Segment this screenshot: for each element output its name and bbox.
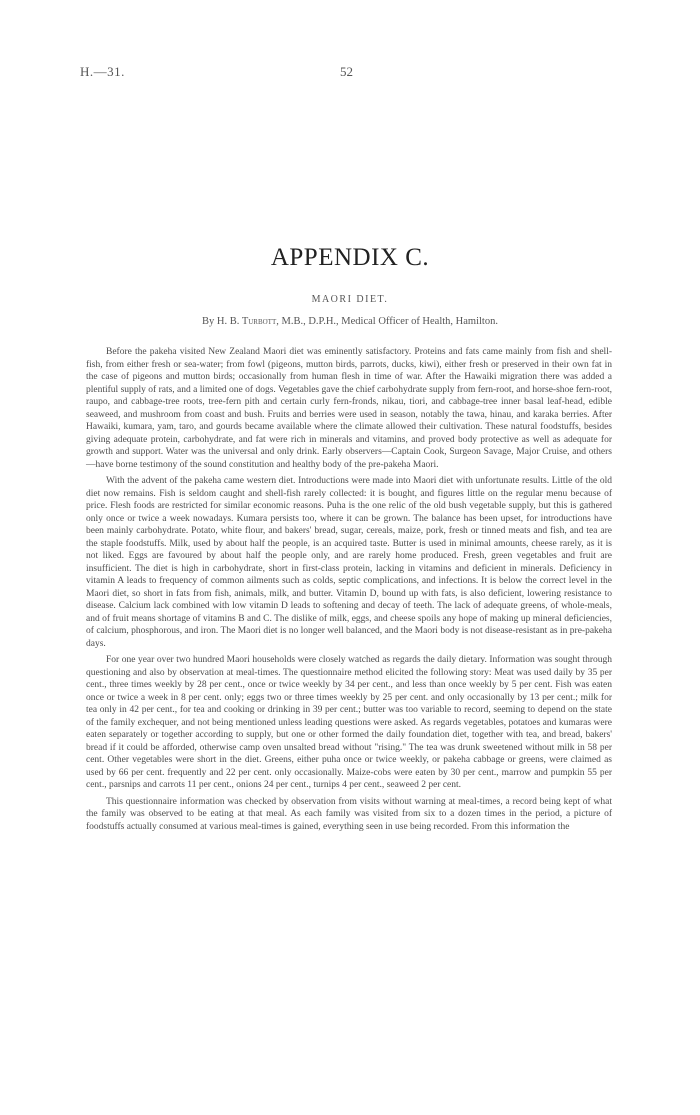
paragraph-pre-pakeha-diet: Before the pakeha visited New Zealand Maori diet was eminently satisfactory. Proteins and fats came mainly from fish and shell-fish, from either fresh or sea-water; from fowl (pigeons, mutton birds, parrots, ducks, kiwi), either fresh or preserved in their own fat in the case of pigeons and mutton birds; occasionally from human flesh in time of war. After the Hawaiki migration there was added a plentiful supply of rats, and a limited one of dogs. Vegetables gave the chief carbohydrate supply from fern-root, and horse-shoe fern-root, raupo, and cabbage-tree roots, tree-fern pith and certain curly fern-fronds, nikau, tiori, and cabbage-tree inner basal leaf-head, edible seaweed, and mushroom from coast and bush. Fruits and berries were used in season, notably the tawa, hinau, and karaka berries. After Hawaiki, kumara, yam, taro, and gourds became available where the climate allowed their cultivation. These natural foodstuffs, besides giving adequate protein, carbohydrate, and fat were rich in minerals and vitamins, and proved body protective as well as adequate for growth and support. Water was the universal and only drink. Early observers—Captain Cook, Surgeon Savage, Major Cruise, and others—have borne testimony of the sound constitution and healthy body of the pre-pakeha Maori. <box>86 347 612 470</box>
byline-suffix: , M.B., D.P.H., Medical Officer of Health, Hamilton. <box>276 316 498 327</box>
byline-prefix: By <box>202 316 217 327</box>
appendix-title: APPENDIX C. <box>270 244 430 271</box>
article-body <box>86 346 612 837</box>
author-byline <box>0 316 700 327</box>
paragraph-household-survey: For one year over two hundred Maori households were closely watched as regards the daily dietary. Information was sought through questioning and also by observation at meal-times. The questionnaire method elicited the following story: Meat was used daily by 35 per cent., three times weekly by 28 per cent., once or twice weekly by 34 per cent., and less than once weekly by 5 per cent. Fish was eaten once or twice a week in 8 per cent. only; eggs two or three times weekly by 25 per cent. and only occasionally by 13 per cent.; milk for tea only in 42 per cent., for tea and cooking or drinking in 39 per cent.; butter was too variable to record, seeming to depend on the state of the family exchequer, and not being mentioned unless leading questions were asked. As regards vegetables, potatoes and kumaras were eaten separately or together according to supply, but one or other formed the daily foundation diet, together with tea, and bread, bakers' bread if it could be afforded, otherwise camp oven unsalted bread without "rising." The tea was drunk sweetened without milk in 58 per cent. Other vegetables were short in the diet. Greens, either puha once or twice weekly, or pakeha cabbage or greens, were claimed as used by 66 per cent. frequently and 22 per cent. only occasionally. Maize-cobs were eaten by 30 per cent., marrow and pumpkin 55 per cent., parsnips and carrots 11 per cent., onions 24 per cent., turnips 4 per cent., seaweed 2 per cent. <box>86 655 612 790</box>
page-reference: H.—31. <box>80 64 125 79</box>
author-name: H. B. Turbott <box>216 316 277 327</box>
paragraph-observation-check: This questionnaire information was checked by observation from visits without warning at meal-times, a record being kept of what the family was observed to be eating at that meal. As each family was visited from six to a dozen times in the period, a picture of foodstuffs actually consumed at various meal-times is gained, everything seen in use being recorded. From this information the <box>86 796 612 832</box>
page-number: 52 <box>340 64 353 79</box>
paragraph-western-diet: With the advent of the pakeha came western diet. Introductions were made into Maori diet with unfortunate results. Little of the old diet now remains. Fish is seldom caught and shell-fish rarely collected: it is bought, and figures little on the regular menu because of price. Flesh foods are restricted for similar economic reasons. Puha is the one relic of the old bush vegetable supply, but this is gathered only once or twice a week nowadays. Kumara persists too, where it can be grown. The balance has been upset, for introductions have been mainly carbohydrate. Potato, white flour, and bakers' bread, sugar, cereals, maize, pork, fresh or tinned meats and fish, and tea are the staple foodstuffs. Milk, used by about half the people, is an acquired taste. Butter is used in minimal amounts, cheese rarely, as it is not liked. Eggs are favoured by about half the people only, and are rarely home produced. Fresh, green vegetables and fruit are insufficient. The diet is high in carbohydrate, short in first-class protein, lacking in vitamins and deficient in minerals. Deficiency in vitamin A leads to frequency of common ailments such as colds, septic complications, and infections. It is below the correct level in the Maori diet, so short in fats from fish, animals, milk, and butter. Vitamin D, bound up with fats, is also deficient, lowering resistance to disease. Calcium lack combined with low vitamin D leads to softening and decay of teeth. The lack of adequate greens, of whole-meals, and of fruit means shortage of vitamins B and C. The dislike of milk, eggs, and cheese spoils any hope of making up mineral deficiencies, of calcium, phosphorous, and iron. The Maori diet is no longer well balanced, and the Maori body is not disease-resistant as in pre-pakeha days. <box>86 476 612 649</box>
section-subtitle: MAORI DIET. <box>311 294 389 305</box>
